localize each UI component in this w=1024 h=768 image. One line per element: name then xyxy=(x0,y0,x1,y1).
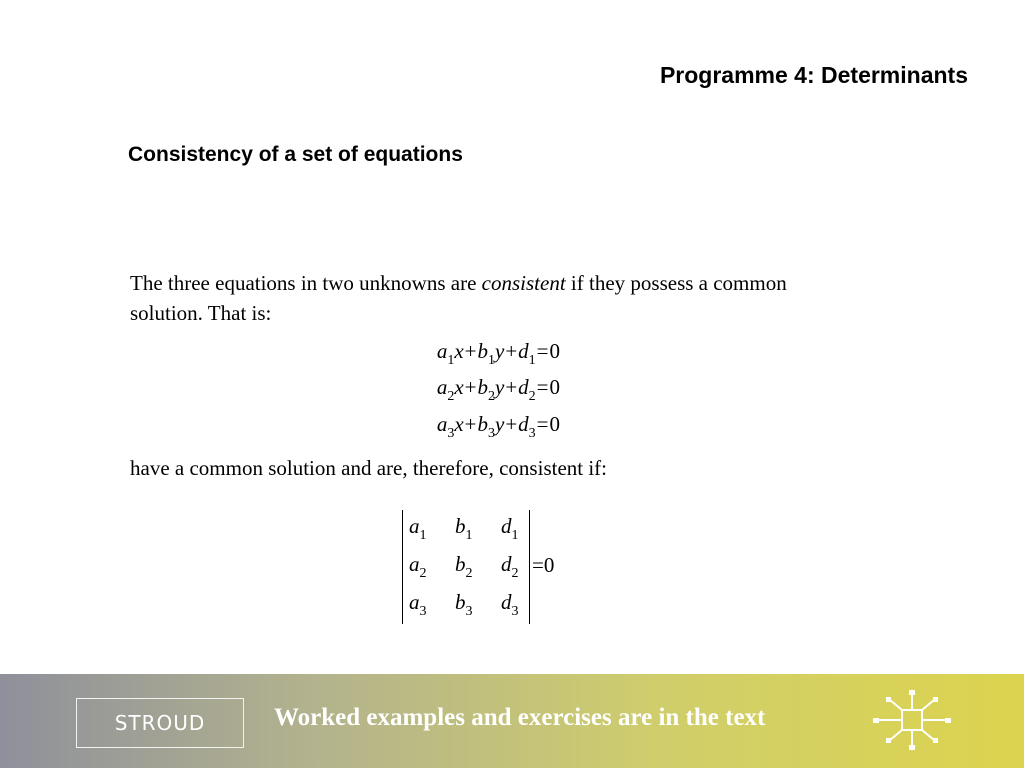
equals-sign: = xyxy=(536,339,549,363)
coef-b: b xyxy=(477,375,488,399)
determinant-equals: =0 xyxy=(532,553,555,577)
intro-before: The three equations in two unknowns are xyxy=(130,271,482,295)
determinant xyxy=(402,510,530,624)
det-cell: $b_1$ xyxy=(455,514,473,543)
det-cell: $d_1$ xyxy=(501,514,519,543)
section-title: Consistency of a set of equations xyxy=(128,143,463,166)
subscript: 2 xyxy=(528,389,536,404)
equals-sign: = xyxy=(536,412,549,436)
det-cell: $b_3$ xyxy=(455,590,473,619)
equation-1 xyxy=(380,339,560,368)
conclusion-paragraph: have a common solution and are, therefore, consistent if: xyxy=(130,456,608,480)
intro-emphasis: consistent xyxy=(481,271,566,295)
subscript: 1 xyxy=(487,353,495,368)
coef-a: a xyxy=(436,375,448,399)
det-cell: $a_1$ xyxy=(409,514,427,543)
stroud-logo: STROUD xyxy=(76,698,244,748)
det-cell: $a_2$ xyxy=(409,552,427,581)
subscript: 3 xyxy=(487,426,495,441)
coef-d: d xyxy=(518,339,529,363)
intro-after: if they possess a common solution. That is: xyxy=(130,271,787,325)
network-node-icon xyxy=(870,688,954,752)
plus-sign: + xyxy=(464,339,477,363)
subscript: 1 xyxy=(528,353,536,368)
var-y: y xyxy=(494,412,505,436)
subscript: 3 xyxy=(528,426,536,441)
coef-b: b xyxy=(477,412,488,436)
plus-sign: + xyxy=(505,412,518,436)
var-x: x xyxy=(454,375,464,399)
plus-sign: + xyxy=(464,375,477,399)
coef-d: d xyxy=(518,412,529,436)
coef-a: a xyxy=(436,339,448,363)
var-y: y xyxy=(494,375,505,399)
var-y: y xyxy=(494,339,505,363)
rhs-value: 0 xyxy=(549,339,560,363)
equals-sign: = xyxy=(536,375,549,399)
rhs-value: 0 xyxy=(549,412,560,436)
det-cell: $d_2$ xyxy=(501,552,519,581)
det-cell: $b_2$ xyxy=(455,552,473,581)
programme-title: Programme 4: Determinants xyxy=(659,62,968,88)
rhs-value: 0 xyxy=(549,375,560,399)
footer-text: Worked examples and exercises are in the text xyxy=(274,704,766,731)
footer-bar xyxy=(0,674,1024,768)
var-x: x xyxy=(454,412,464,436)
var-x: x xyxy=(454,339,464,363)
coef-a: a xyxy=(436,412,448,436)
plus-sign: + xyxy=(464,412,477,436)
subscript: 1 xyxy=(447,353,455,368)
plus-sign: + xyxy=(505,339,518,363)
subscript: 2 xyxy=(447,389,455,404)
coef-d: d xyxy=(518,375,529,399)
subscript: 2 xyxy=(487,389,495,404)
intro-paragraph xyxy=(130,268,860,328)
equation-3 xyxy=(380,412,560,441)
plus-sign: + xyxy=(505,375,518,399)
det-cell: $a_3$ xyxy=(409,590,427,619)
subscript: 3 xyxy=(447,426,455,441)
equation-2 xyxy=(380,375,560,404)
coef-b: b xyxy=(477,339,488,363)
det-cell: $d_3$ xyxy=(501,590,519,619)
